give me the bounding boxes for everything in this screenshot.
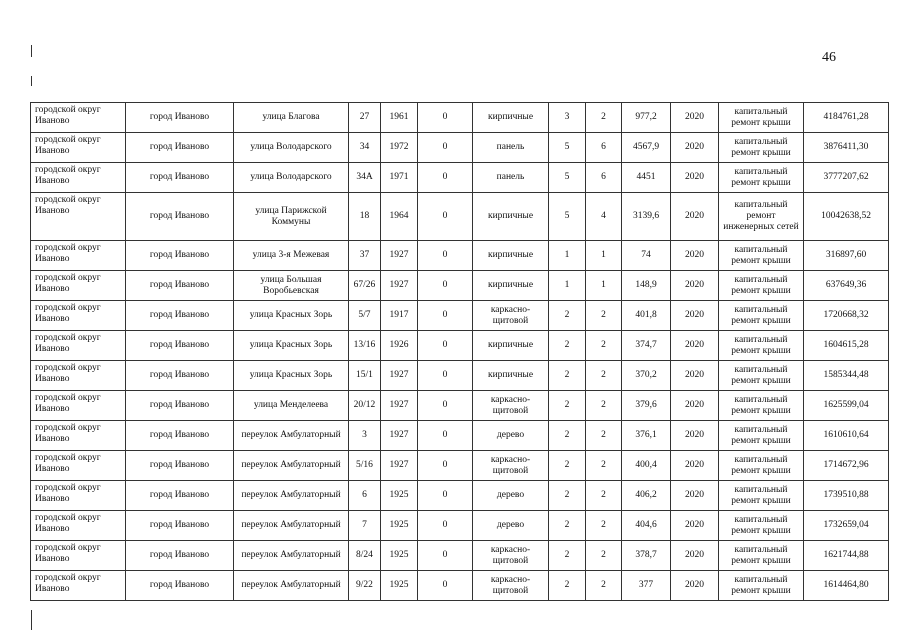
cell-municipality: городской округ Иваново <box>31 451 126 481</box>
cell-street: улица Парижской Коммуны <box>234 193 349 241</box>
table-row <box>31 361 889 391</box>
cell-cost: 1720668,32 <box>804 301 889 331</box>
cell-zero: 0 <box>418 271 473 301</box>
cell-house: 37 <box>349 241 381 271</box>
cell-city: город Иваново <box>126 103 234 133</box>
table-row <box>31 451 889 481</box>
cell-floors: 1 <box>549 241 586 271</box>
cell-municipality: городской округ Иваново <box>31 571 126 601</box>
cell-house: 34А <box>349 163 381 193</box>
cell-municipality: городской округ Иваново <box>31 481 126 511</box>
cell-zero: 0 <box>418 571 473 601</box>
cell-floors: 2 <box>549 391 586 421</box>
cell-work: капитальный ремонт крыши <box>719 241 804 271</box>
cell-zero: 0 <box>418 241 473 271</box>
cell-area: 406,2 <box>622 481 671 511</box>
cell-material: кирпичные <box>473 361 549 391</box>
cell-work: капитальный ремонт крыши <box>719 451 804 481</box>
cell-cost: 1604615,28 <box>804 331 889 361</box>
cell-year-built: 1927 <box>381 421 418 451</box>
cell-cost: 1739510,88 <box>804 481 889 511</box>
scan-mark <box>31 76 32 86</box>
cell-municipality: городской округ Иваново <box>31 331 126 361</box>
cell-municipality: городской округ Иваново <box>31 421 126 451</box>
cell-zero: 0 <box>418 301 473 331</box>
cell-year: 2020 <box>671 301 719 331</box>
cell-year-built: 1961 <box>381 103 418 133</box>
cell-area: 400,4 <box>622 451 671 481</box>
cell-street: переулок Амбулаторный <box>234 571 349 601</box>
cell-area: 376,1 <box>622 421 671 451</box>
table-row <box>31 391 889 421</box>
cell-year: 2020 <box>671 193 719 241</box>
cell-work: капитальный ремонт крыши <box>719 301 804 331</box>
cell-year-built: 1925 <box>381 571 418 601</box>
cell-work: капитальный ремонт крыши <box>719 421 804 451</box>
cell-zero: 0 <box>418 421 473 451</box>
cell-work: капитальный ремонт крыши <box>719 163 804 193</box>
cell-house: 9/22 <box>349 571 381 601</box>
cell-floors: 2 <box>549 481 586 511</box>
cell-cost: 637649,36 <box>804 271 889 301</box>
cell-entrances: 1 <box>586 241 622 271</box>
cell-year: 2020 <box>671 241 719 271</box>
cell-street: переулок Амбулаторный <box>234 481 349 511</box>
cell-floors: 5 <box>549 133 586 163</box>
cell-work: капитальный ремонт инженерных сетей <box>719 193 804 241</box>
cell-floors: 2 <box>549 541 586 571</box>
cell-work: капитальный ремонт крыши <box>719 571 804 601</box>
cell-house: 13/16 <box>349 331 381 361</box>
table-row <box>31 571 889 601</box>
cell-entrances: 2 <box>586 421 622 451</box>
table-row <box>31 331 889 361</box>
cell-year-built: 1925 <box>381 481 418 511</box>
cell-cost: 3876411,30 <box>804 133 889 163</box>
cell-area: 148,9 <box>622 271 671 301</box>
cell-street: улица Красных Зорь <box>234 331 349 361</box>
cell-street: улица Володарского <box>234 163 349 193</box>
cell-material: дерево <box>473 421 549 451</box>
cell-work: капитальный ремонт крыши <box>719 133 804 163</box>
cell-year-built: 1927 <box>381 361 418 391</box>
cell-work: капитальный ремонт крыши <box>719 481 804 511</box>
cell-material: кирпичные <box>473 193 549 241</box>
cell-entrances: 2 <box>586 103 622 133</box>
cell-year: 2020 <box>671 511 719 541</box>
cell-floors: 2 <box>549 451 586 481</box>
cell-year-built: 1927 <box>381 241 418 271</box>
cell-material: дерево <box>473 511 549 541</box>
cell-area: 370,2 <box>622 361 671 391</box>
housing-repair-table <box>30 102 889 601</box>
cell-year: 2020 <box>671 421 719 451</box>
cell-cost: 3777207,62 <box>804 163 889 193</box>
cell-zero: 0 <box>418 193 473 241</box>
cell-entrances: 2 <box>586 361 622 391</box>
table-row <box>31 193 889 241</box>
cell-house: 67/26 <box>349 271 381 301</box>
cell-year: 2020 <box>671 451 719 481</box>
cell-floors: 2 <box>549 331 586 361</box>
cell-year: 2020 <box>671 163 719 193</box>
cell-zero: 0 <box>418 541 473 571</box>
cell-municipality: городской округ Иваново <box>31 301 126 331</box>
cell-year-built: 1971 <box>381 163 418 193</box>
cell-material: кирпичные <box>473 271 549 301</box>
cell-house: 5/7 <box>349 301 381 331</box>
cell-year: 2020 <box>671 391 719 421</box>
cell-house: 7 <box>349 511 381 541</box>
cell-material: кирпичные <box>473 331 549 361</box>
cell-work: капитальный ремонт крыши <box>719 103 804 133</box>
cell-area: 977,2 <box>622 103 671 133</box>
cell-house: 34 <box>349 133 381 163</box>
cell-zero: 0 <box>418 103 473 133</box>
cell-area: 377 <box>622 571 671 601</box>
cell-city: город Иваново <box>126 301 234 331</box>
cell-cost: 316897,60 <box>804 241 889 271</box>
cell-cost: 10042638,52 <box>804 193 889 241</box>
cell-street: улица Менделеева <box>234 391 349 421</box>
cell-entrances: 2 <box>586 481 622 511</box>
cell-city: город Иваново <box>126 193 234 241</box>
cell-year: 2020 <box>671 571 719 601</box>
cell-area: 401,8 <box>622 301 671 331</box>
cell-street: улица Красных Зорь <box>234 301 349 331</box>
cell-street: улица Благова <box>234 103 349 133</box>
cell-entrances: 6 <box>586 133 622 163</box>
cell-house: 15/1 <box>349 361 381 391</box>
cell-year-built: 1927 <box>381 451 418 481</box>
cell-cost: 1714672,96 <box>804 451 889 481</box>
cell-year: 2020 <box>671 541 719 571</box>
cell-area: 374,7 <box>622 331 671 361</box>
cell-floors: 2 <box>549 421 586 451</box>
table-row <box>31 163 889 193</box>
cell-cost: 1614464,80 <box>804 571 889 601</box>
cell-city: город Иваново <box>126 331 234 361</box>
cell-entrances: 2 <box>586 511 622 541</box>
cell-work: капитальный ремонт крыши <box>719 361 804 391</box>
cell-work: капитальный ремонт крыши <box>719 331 804 361</box>
cell-street: улица Большая Воробьевская <box>234 271 349 301</box>
cell-street: улица 3-я Межевая <box>234 241 349 271</box>
cell-work: капитальный ремонт крыши <box>719 271 804 301</box>
cell-cost: 1610610,64 <box>804 421 889 451</box>
cell-year: 2020 <box>671 103 719 133</box>
scan-mark <box>31 45 32 57</box>
cell-municipality: городской округ Иваново <box>31 163 126 193</box>
table-row <box>31 511 889 541</box>
cell-floors: 2 <box>549 301 586 331</box>
cell-area: 74 <box>622 241 671 271</box>
cell-municipality: городской округ Иваново <box>31 511 126 541</box>
cell-city: город Иваново <box>126 541 234 571</box>
cell-zero: 0 <box>418 511 473 541</box>
table-row <box>31 271 889 301</box>
cell-city: город Иваново <box>126 511 234 541</box>
cell-municipality: городской округ Иваново <box>31 361 126 391</box>
cell-city: город Иваново <box>126 271 234 301</box>
cell-entrances: 2 <box>586 451 622 481</box>
cell-cost: 4184761,28 <box>804 103 889 133</box>
cell-year-built: 1927 <box>381 391 418 421</box>
cell-area: 3139,6 <box>622 193 671 241</box>
cell-cost: 1621744,88 <box>804 541 889 571</box>
cell-city: город Иваново <box>126 391 234 421</box>
cell-street: улица Красных Зорь <box>234 361 349 391</box>
cell-material: каркасно-щитовой <box>473 571 549 601</box>
cell-area: 379,6 <box>622 391 671 421</box>
cell-material: каркасно-щитовой <box>473 541 549 571</box>
cell-year-built: 1925 <box>381 541 418 571</box>
cell-city: город Иваново <box>126 481 234 511</box>
cell-material: кирпичные <box>473 241 549 271</box>
scan-mark <box>31 610 32 630</box>
cell-zero: 0 <box>418 361 473 391</box>
cell-entrances: 4 <box>586 193 622 241</box>
cell-material: каркасно-щитовой <box>473 301 549 331</box>
cell-floors: 5 <box>549 163 586 193</box>
cell-cost: 1625599,04 <box>804 391 889 421</box>
cell-year: 2020 <box>671 133 719 163</box>
cell-city: город Иваново <box>126 361 234 391</box>
table-row <box>31 541 889 571</box>
cell-floors: 5 <box>549 193 586 241</box>
cell-material: панель <box>473 163 549 193</box>
cell-municipality: городской округ Иваново <box>31 391 126 421</box>
cell-work: капитальный ремонт крыши <box>719 511 804 541</box>
table-row <box>31 133 889 163</box>
cell-year: 2020 <box>671 481 719 511</box>
cell-municipality: городской округ Иваново <box>31 133 126 163</box>
cell-year-built: 1926 <box>381 331 418 361</box>
cell-work: капитальный ремонт крыши <box>719 391 804 421</box>
cell-floors: 2 <box>549 511 586 541</box>
cell-street: улица Володарского <box>234 133 349 163</box>
cell-municipality: городской округ Иваново <box>31 103 126 133</box>
cell-material: дерево <box>473 481 549 511</box>
cell-entrances: 2 <box>586 571 622 601</box>
cell-cost: 1732659,04 <box>804 511 889 541</box>
cell-year-built: 1925 <box>381 511 418 541</box>
cell-entrances: 2 <box>586 301 622 331</box>
cell-material: каркасно-щитовой <box>473 451 549 481</box>
cell-city: город Иваново <box>126 571 234 601</box>
cell-entrances: 1 <box>586 271 622 301</box>
cell-zero: 0 <box>418 391 473 421</box>
cell-area: 404,6 <box>622 511 671 541</box>
cell-city: город Иваново <box>126 163 234 193</box>
cell-house: 27 <box>349 103 381 133</box>
cell-year-built: 1972 <box>381 133 418 163</box>
cell-city: город Иваново <box>126 241 234 271</box>
cell-cost: 1585344,48 <box>804 361 889 391</box>
cell-street: переулок Амбулаторный <box>234 541 349 571</box>
cell-year-built: 1964 <box>381 193 418 241</box>
cell-house: 18 <box>349 193 381 241</box>
cell-city: город Иваново <box>126 133 234 163</box>
cell-material: кирпичные <box>473 103 549 133</box>
cell-floors: 2 <box>549 361 586 391</box>
cell-entrances: 2 <box>586 331 622 361</box>
cell-street: переулок Амбулаторный <box>234 451 349 481</box>
cell-area: 4451 <box>622 163 671 193</box>
cell-floors: 1 <box>549 271 586 301</box>
cell-municipality: городской округ Иваново <box>31 541 126 571</box>
cell-zero: 0 <box>418 133 473 163</box>
cell-year: 2020 <box>671 271 719 301</box>
cell-house: 20/12 <box>349 391 381 421</box>
cell-street: переулок Амбулаторный <box>234 421 349 451</box>
cell-city: город Иваново <box>126 421 234 451</box>
cell-floors: 2 <box>549 571 586 601</box>
cell-year-built: 1917 <box>381 301 418 331</box>
cell-entrances: 6 <box>586 163 622 193</box>
cell-year: 2020 <box>671 361 719 391</box>
cell-house: 5/16 <box>349 451 381 481</box>
cell-municipality: городской округ Иваново <box>31 241 126 271</box>
cell-area: 378,7 <box>622 541 671 571</box>
cell-zero: 0 <box>418 481 473 511</box>
cell-municipality: городской округ Иваново <box>31 193 126 241</box>
cell-house: 8/24 <box>349 541 381 571</box>
cell-material: каркасно-щитовой <box>473 391 549 421</box>
cell-year-built: 1927 <box>381 271 418 301</box>
cell-zero: 0 <box>418 331 473 361</box>
cell-house: 3 <box>349 421 381 451</box>
cell-year: 2020 <box>671 331 719 361</box>
cell-area: 4567,9 <box>622 133 671 163</box>
table-row <box>31 241 889 271</box>
cell-zero: 0 <box>418 163 473 193</box>
table-row <box>31 421 889 451</box>
cell-city: город Иваново <box>126 451 234 481</box>
cell-municipality: городской округ Иваново <box>31 271 126 301</box>
cell-floors: 3 <box>549 103 586 133</box>
table-row <box>31 103 889 133</box>
cell-entrances: 2 <box>586 541 622 571</box>
cell-street: переулок Амбулаторный <box>234 511 349 541</box>
cell-material: панель <box>473 133 549 163</box>
page-number: 46 <box>822 50 836 65</box>
table-row <box>31 301 889 331</box>
cell-work: капитальный ремонт крыши <box>719 541 804 571</box>
cell-house: 6 <box>349 481 381 511</box>
cell-entrances: 2 <box>586 391 622 421</box>
table-row <box>31 481 889 511</box>
cell-zero: 0 <box>418 451 473 481</box>
